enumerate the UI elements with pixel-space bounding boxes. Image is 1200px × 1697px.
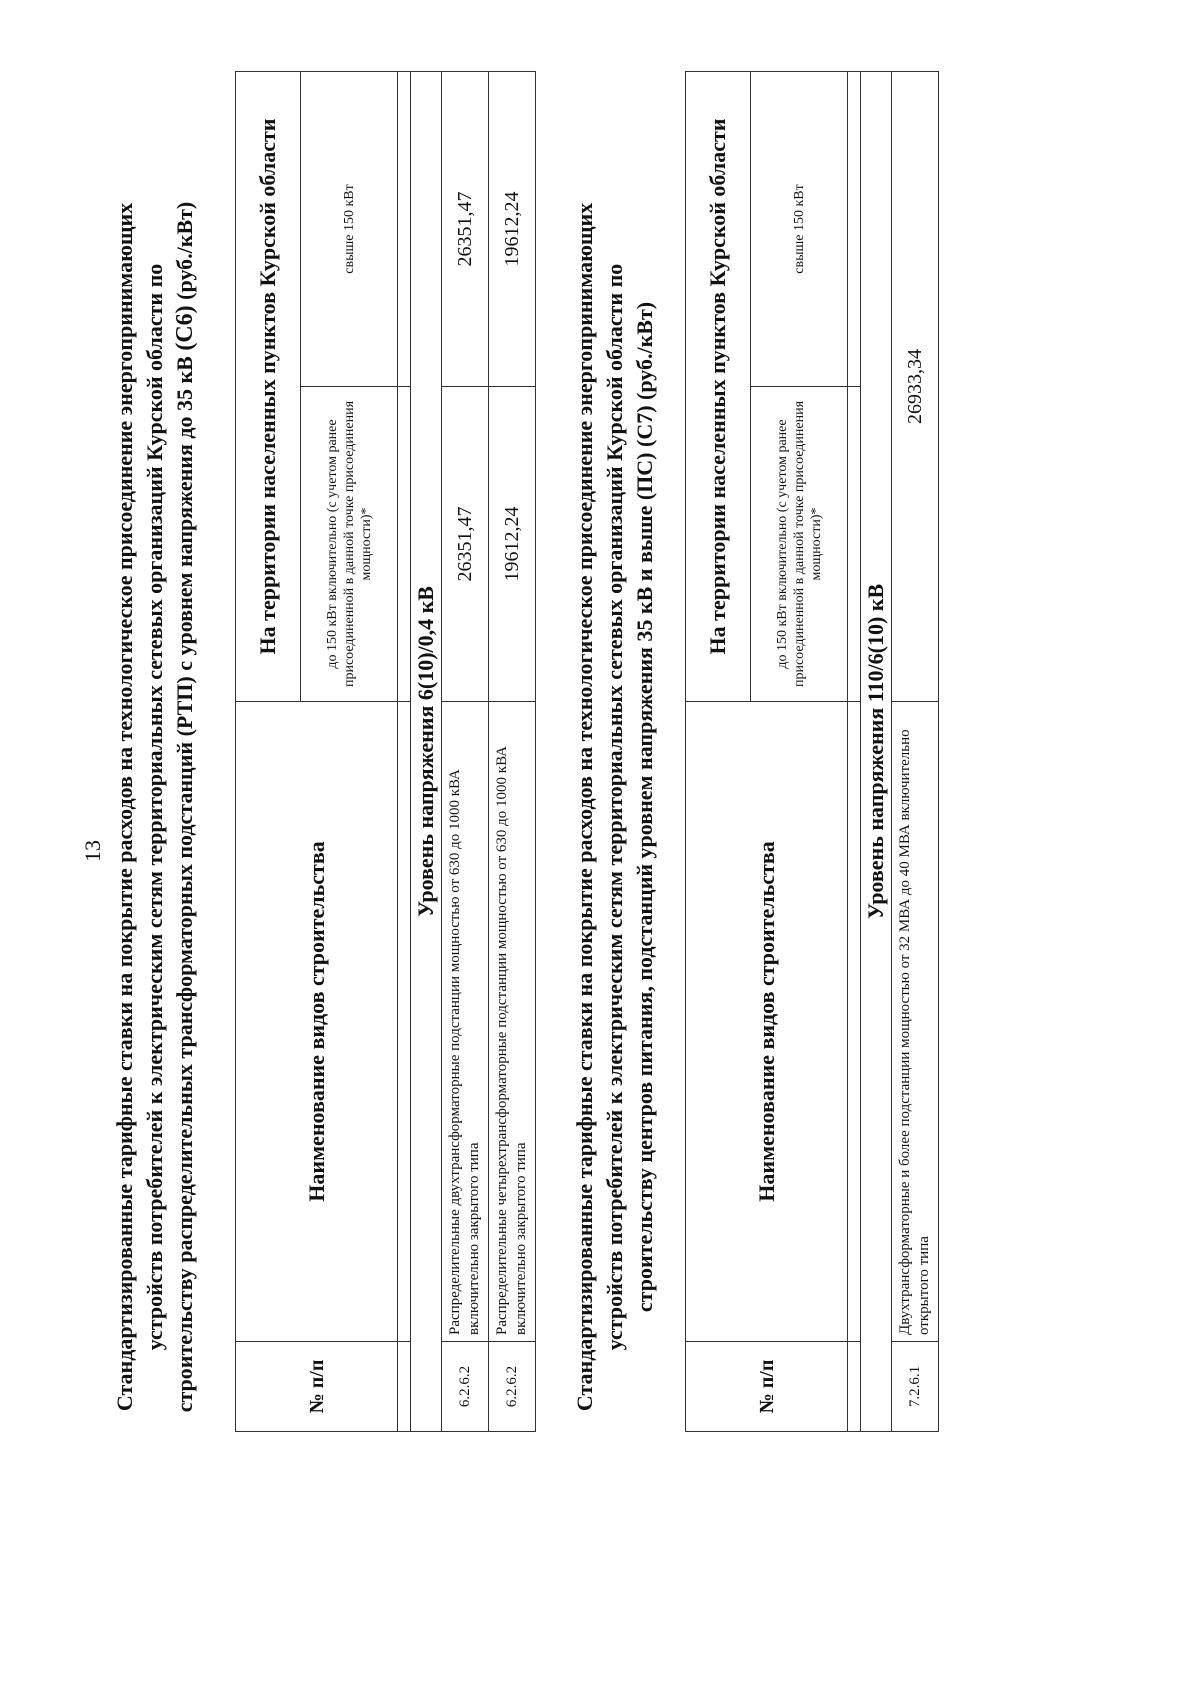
section1-title-line1: Стандартизированные тарифные ставки на покрытие расходов на технологическое присоединение энергопринимающих [112,202,137,1412]
row-number: 6.2.6.2 [442,1342,489,1432]
section2-title-line2: устройств потребителей к электрическим сетям территориальных сетевых организаций Курской области по [602,263,627,1351]
section1-title-code: (С6) [172,305,198,351]
column-header-over-150kw: свыше 150 кВт [301,72,398,387]
section2-title [570,67,660,1547]
spacer-cell [848,1342,861,1432]
spacer-cell [398,702,411,1342]
row-value-up-to-150kw: 26351,47 [442,387,489,702]
table-row [442,72,489,1432]
table-row [489,72,536,1432]
row-value-up-to-150kw: 19612,24 [489,387,536,702]
section1-title-line3-text: строительству распределительных трансформаторных подстанций (РТП) с уровнем напряжения до 35 кВ [172,356,197,1413]
column-header-territory: На территории населенных пунктов Курской области [686,72,751,702]
column-header-number: № п/п [686,1342,848,1432]
spacer-cell [398,1342,411,1432]
section1-table [235,71,536,1432]
section1-title [110,67,200,1547]
column-header-number: № п/п [236,1342,398,1432]
column-header-territory: На территории населенных пунктов Курской области [236,72,301,702]
column-header-construction-type: Наименование видов строительства [236,702,398,1342]
page-number: 13 [80,840,105,862]
column-header-over-150kw: свыше 150 кВт [751,72,848,387]
section1-title-line3 [170,67,200,1547]
row-number: 7.2.6.1 [892,1342,939,1432]
column-header-construction-type: Наименование видов строительства [686,702,848,1342]
voltage-level-row: Уровень напряжения 6(10)/0,4 кВ [411,72,442,1432]
column-header-up-to-150kw: до 150 кВт включительно (с учетом ранее присоединенной в данной точке присоединения мощности)* [751,387,848,702]
row-value-over-150kw: 26351,47 [442,72,489,387]
column-header-up-to-150kw: до 150 кВт включительно (с учетом ранее присоединенной в данной точке присоединения мощности)* [301,387,398,702]
spacer-cell [848,387,861,702]
row-construction-type: Распределительные двухтрансформаторные подстанции мощностью от 630 до 1000 кВА включительно закрытого типа [442,702,489,1342]
row-value-over-150kw: 19612,24 [489,72,536,387]
section1-title-line2: устройств потребителей к электрическим сетям территориальных сетевых организаций Курской области по [142,263,167,1351]
spacer-cell [848,702,861,1342]
row-construction-type: Распределительные четырехтрансформаторные подстанции мощностью от 630 до 1000 кВА включительно закрытого типа [489,702,536,1342]
spacer-cell [398,387,411,702]
section2-title-line3: строительству центров питания, подстанций уровнем напряжения 35 кВ и выше (ПС) (С7) (руб./кВт) [632,301,657,1313]
section2-title-line1: Стандартизированные тарифные ставки на покрытие расходов на технологическое присоединение энергопринимающих [572,202,597,1412]
spacer-cell [398,72,411,387]
row-number: 6.2.6.2 [489,1342,536,1432]
section2-table [685,71,939,1432]
section1-title-unit: (руб./кВт) [172,201,197,300]
row-value-merged: 26933,34 [892,72,939,702]
row-construction-type: Двухтрансформаторные и более подстанции мощностью от 32 МВА до 40 МВА включительно открытого типа [892,702,939,1342]
voltage-level-row: Уровень напряжения 110/6(10) кВ [861,72,892,1432]
spacer-cell [848,72,861,387]
table-row [892,72,939,1432]
